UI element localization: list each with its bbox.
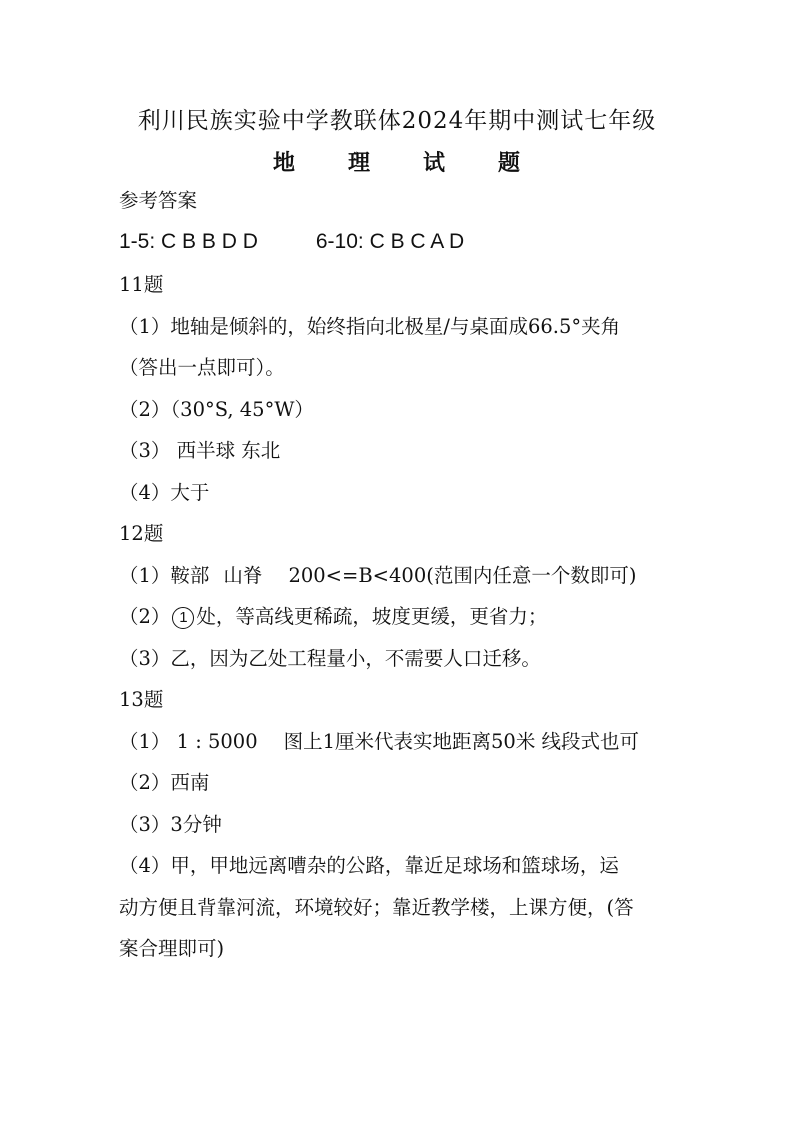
subtitle-char: 题	[498, 150, 522, 176]
q12-answer-2	[119, 604, 547, 630]
q11-answer-1-line-1: （1）地轴是倾斜的，始终指向北极星/与桌面成66.5°夹角	[119, 315, 621, 338]
q13-answer-1	[119, 729, 639, 755]
question-13-label: 13题	[119, 688, 164, 711]
q13-answer-4-line-1: （4）甲，甲地远离嘈杂的公路，靠近足球场和篮球场，运	[119, 854, 619, 877]
question-11-label: 11题	[119, 273, 164, 296]
q12-a1-suffix: 200<=B<400(范围内任意一个数即可)	[288, 564, 637, 587]
circled-number-1: 1	[172, 607, 194, 629]
q11-answer-4: （4）大于	[119, 481, 210, 504]
q13-answer-3: （3）3分钟	[119, 813, 222, 836]
q13-answer-4-line-3: 案合理即可)	[119, 937, 225, 960]
q12-answer-1	[119, 563, 636, 589]
answers-heading: 参考答案	[119, 189, 198, 212]
q13-answer-4-line-2: 动方便且背靠河流，环境较好；靠近教学楼，上课方便，(答	[119, 896, 634, 919]
q11-answer-3: （3） 西半球 东北	[119, 439, 281, 462]
mc-answers-6-10: 6-10: C B C A D	[315, 230, 465, 253]
q13-a1-suffix: 图上1厘米代表实地距离50米 线段式也可	[283, 730, 640, 753]
mc-answers-1-5: 1-5: C B B D D	[119, 230, 258, 253]
subtitle-char: 试	[423, 150, 447, 176]
q13-answer-2: （2）西南	[119, 771, 210, 794]
subtitle-char: 理	[347, 150, 371, 176]
q11-answer-1-line-2: （答出一点即可）。	[119, 356, 285, 379]
question-12-label: 12题	[119, 522, 164, 545]
q12-a1-prefix: （1）鞍部	[119, 564, 210, 587]
q12-a1-mid: 山脊	[223, 564, 263, 587]
q13-a1-prefix: （1） 1 : 5000	[119, 730, 258, 753]
subtitle-char: 地	[272, 150, 296, 176]
page-title: 利川民族实验中学教联体2024年期中测试七年级	[137, 108, 657, 134]
q12-answer-3: （3）乙，因为乙处工程量小，不需要人口迁移。	[119, 647, 541, 670]
q12-a2-prefix: （2）	[119, 605, 171, 628]
multiple-choice-answers	[119, 229, 464, 255]
q12-a2-suffix: 处，等高线更稀疏，坡度更缓，更省力；	[196, 605, 548, 628]
page-subtitle	[0, 146, 794, 177]
q11-answer-2: （2）（30°S, 45°W）	[119, 398, 314, 421]
